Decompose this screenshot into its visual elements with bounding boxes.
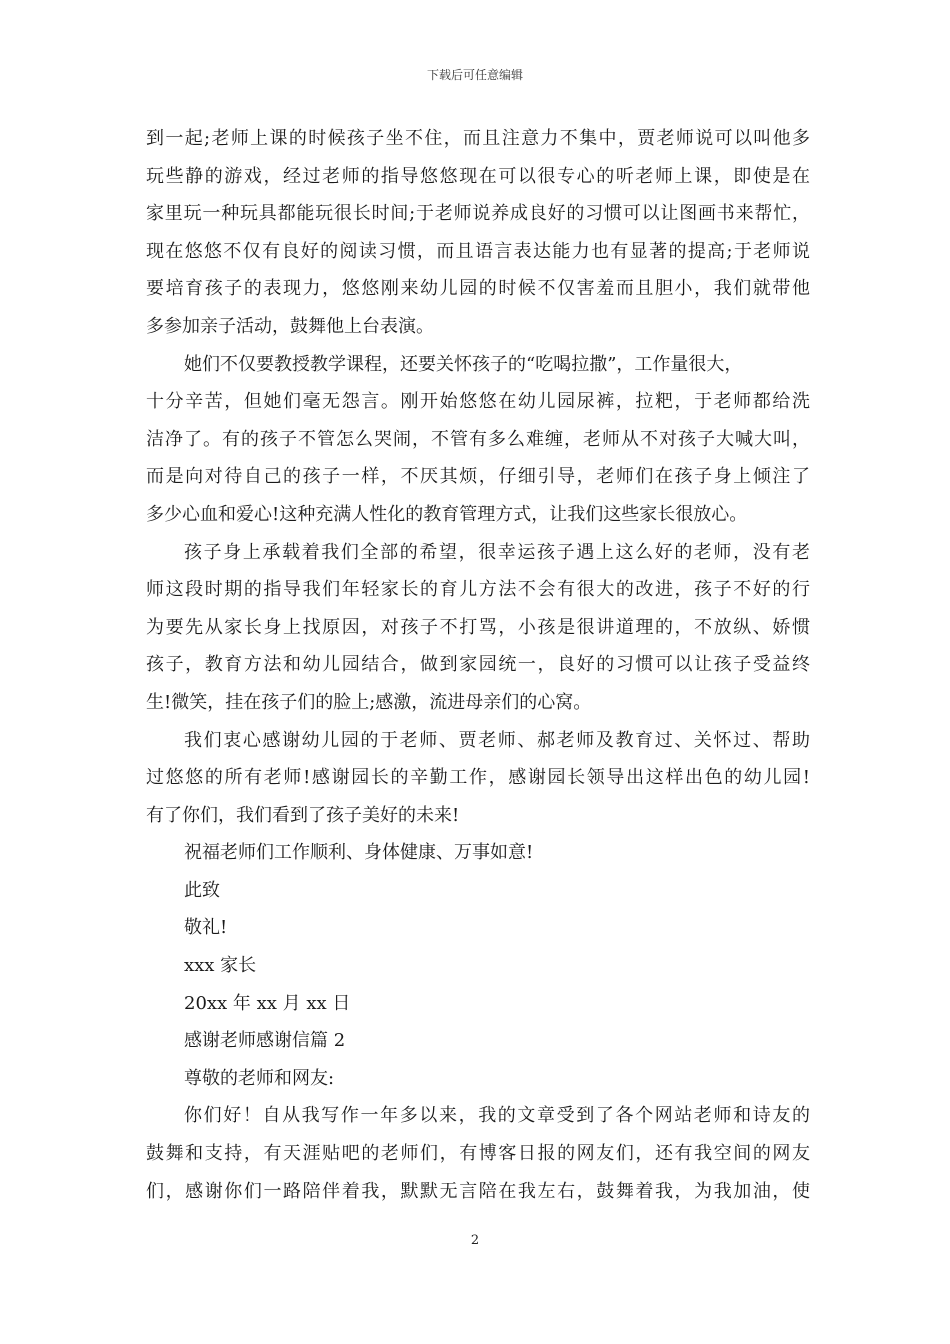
salutation: 尊敬的老师和网友: xyxy=(184,1067,335,1089)
text-line: 你们好！自从我写作一年多以来，我的文章受到了各个网站老师和诗友的 xyxy=(184,1105,810,1127)
closing-cizhi: 此致 xyxy=(184,879,220,901)
section-title: 感谢老师感谢信篇 2 xyxy=(184,1030,346,1052)
text-line: 洁净了。有的孩子不管怎么哭闹，不管有多么难缠，老师从不对孩子大喊大叫， xyxy=(146,428,810,450)
text-line: 为要先从家长身上找原因，对孩子不打骂，小孩是很讲道理的，不放纵、娇惯 xyxy=(146,616,810,638)
text-line: 她们不仅要教授教学课程，还要关怀孩子的“吃喝拉撒”，工作量很大， xyxy=(184,353,743,375)
text-line: 现在悠悠不仅有良好的阅读习惯，而且语言表达能力也有显著的提高;于老师说 xyxy=(146,240,810,262)
text-line: 多参加亲子活动，鼓舞他上台表演。 xyxy=(146,315,434,337)
text-line: 要培育孩子的表现力，悠悠刚来幼儿园的时候不仅害羞而且胆小，我们就带他 xyxy=(146,278,810,300)
text-line: 孩子身上承载着我们全部的希望，很幸运孩子遇上这么好的老师，没有老 xyxy=(184,541,810,563)
closing-jingli: 敬礼! xyxy=(184,917,228,939)
letter-date: 20xx 年 xx 月 xx 日 xyxy=(184,992,351,1014)
text-line: 家里玩一种玩具都能玩很长时间;于老师说养成良好的习惯可以让图画书来帮忙， xyxy=(146,203,810,225)
signature: xxx 家长 xyxy=(184,955,257,977)
document-body xyxy=(146,120,810,1210)
text-line: 多少心血和爱心!这种充满人性化的教育管理方式，让我们这些家长很放心。 xyxy=(146,503,748,525)
page-header-note: 下载后可任意编辑 xyxy=(426,68,523,82)
text-line: 生!微笑，挂在孩子们的脸上;感激，流进母亲们的心窝。 xyxy=(146,691,592,713)
closing-wish: 祝福老师们工作顺利、身体健康、万事如意! xyxy=(184,842,534,864)
text-line: 孩子，教育方法和幼儿园结合，做到家园统一，良好的习惯可以让孩子受益终 xyxy=(146,654,810,676)
text-line: 玩些静的游戏，经过老师的指导悠悠现在可以很专心的听老师上课，即使是在 xyxy=(146,165,810,187)
text-line: 师这段时期的指导我们年轻家长的育儿方法不会有很大的改进，孩子不好的行 xyxy=(146,579,810,601)
text-line: 到一起;老师上课的时候孩子坐不住，而且注意力不集中，贾老师说可以叫他多 xyxy=(146,128,810,149)
text-line: 而是向对待自己的孩子一样，不厌其烦，仔细引导，老师们在孩子身上倾注了 xyxy=(146,466,810,488)
page-number: 2 xyxy=(470,1233,480,1248)
text-line: 我们衷心感谢幼儿园的于老师、贾老师、郝老师及教育过、关怀过、帮助 xyxy=(184,729,810,751)
text-line: 十分辛苦，但她们毫无怨言。刚开始悠悠在幼儿园尿裤，拉粑，于老师都给洗 xyxy=(146,391,810,413)
text-line: 有了你们，我们看到了孩子美好的未来! xyxy=(146,804,460,826)
text-line: 鼓舞和支持，有天涯贴吧的老师们，有博客日报的网友们，还有我空间的网友 xyxy=(146,1143,810,1165)
text-line: 们，感谢你们一路陪伴着我，默默无言陪在我左右，鼓舞着我，为我加油，使 xyxy=(146,1180,810,1202)
text-line: 过悠悠的所有老师!感谢园长的辛勤工作，感谢园长领导出这样出色的幼儿园! xyxy=(146,767,810,789)
